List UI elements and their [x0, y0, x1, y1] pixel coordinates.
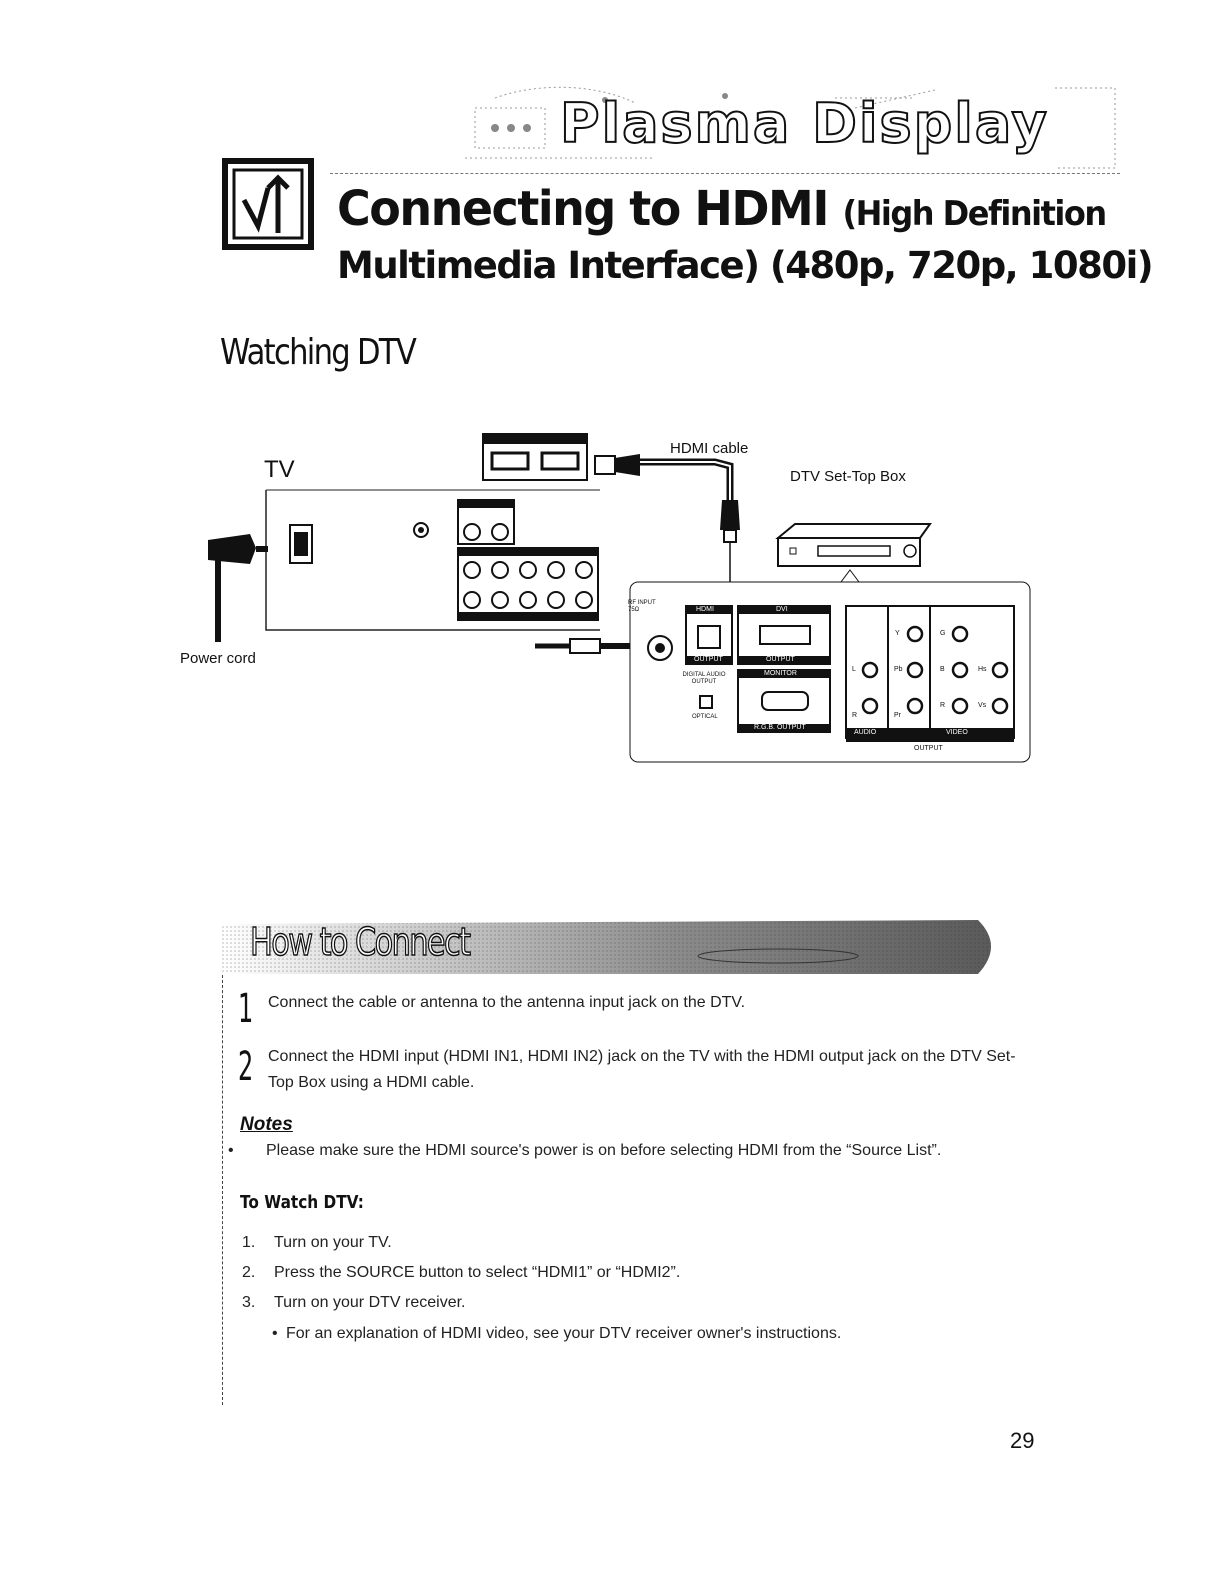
- dvi-output-label: OUTPUT: [766, 656, 795, 663]
- watch-sub-bullet: •: [272, 1325, 278, 1342]
- left-margin-rule: [222, 975, 223, 1405]
- tv-label: TV: [264, 456, 295, 483]
- notes-heading: Notes: [240, 1114, 293, 1135]
- step-1-text: Connect the cable or antenna to the antenna input jack on the DTV.: [268, 994, 746, 1011]
- settop-box-label: DTV Set-Top Box: [790, 468, 906, 485]
- page-number: 29: [1010, 1428, 1035, 1453]
- jack-y-label: Y: [895, 630, 900, 637]
- step-2-number: 2: [238, 1044, 254, 1090]
- section-title: Watching DTV: [220, 332, 416, 373]
- video-label: VIDEO: [946, 729, 968, 736]
- audio-label: AUDIO: [854, 729, 877, 736]
- power-cord-label: Power cord: [180, 650, 256, 667]
- optical-label: OPTICAL: [692, 714, 718, 720]
- page-title-line2: Multimedia Interface) (480p, 720p, 1080i): [337, 244, 1153, 287]
- step-2-text: Connect the HDMI input (HDMI IN1, HDMI IN2) jack on the TV with the HDMI output jack on the DTV Set-Top Box using a HDMI cable.: [268, 1048, 1016, 1091]
- jack-vs-label: Vs: [978, 702, 987, 709]
- jack-l-label: L: [852, 666, 856, 673]
- watch-step-2-text: Press the SOURCE button to select “HDMI1” or “HDMI2”.: [274, 1264, 681, 1281]
- rgb-output-label: R.G.B. OUTPUT: [754, 724, 806, 731]
- page-title-paren: (High Definition: [842, 193, 1106, 234]
- hdmi-cable-label: HDMI cable: [670, 440, 749, 457]
- watch-step-1-number: 1.: [242, 1234, 256, 1251]
- jack-r-audio-label: R: [852, 712, 858, 719]
- hdmi-port-label: HDMI: [696, 606, 714, 613]
- watch-step-1-text: Turn on your TV.: [274, 1234, 392, 1251]
- connection-arrows-icon: [222, 158, 314, 250]
- note-text: Please make sure the HDMI source's power is on before selecting HDMI from the “Source List”.: [266, 1142, 942, 1159]
- jack-b-label: B: [940, 666, 945, 673]
- connection-diagram: [170, 420, 1050, 780]
- hdmi-output-label: OUTPUT: [694, 656, 723, 663]
- watch-step-2-number: 2.: [242, 1264, 256, 1281]
- jack-r-video-label: R: [940, 702, 946, 709]
- note-bullet: •: [228, 1142, 234, 1159]
- diagram-drawing: [170, 420, 1050, 780]
- rf-input-label: RF INPUT 75Ω: [628, 600, 656, 613]
- page-title-main: Connecting to HDMI: [337, 180, 828, 237]
- watch-sub-bullet-text: For an explanation of HDMI video, see your DTV receiver owner's instructions.: [286, 1325, 842, 1342]
- watch-step-3-text: Turn on your DTV receiver.: [274, 1294, 466, 1311]
- jack-g-label: G: [940, 630, 946, 637]
- dvi-label: DVI: [776, 606, 788, 613]
- step-1-number: 1: [238, 986, 254, 1032]
- jack-hs-label: Hs: [978, 666, 987, 673]
- page-title-line1: [337, 180, 1106, 237]
- watch-dtv-heading: To Watch DTV:: [240, 1192, 364, 1213]
- watch-step-3-number: 3.: [242, 1294, 256, 1311]
- jack-pr-label: Pr: [894, 712, 901, 719]
- monitor-label: MONITOR: [764, 670, 797, 677]
- digital-audio-label: DIGITAL AUDIO OUTPUT: [682, 672, 726, 685]
- jack-pb-label: Pb: [894, 666, 903, 673]
- banner-divider: [330, 173, 1120, 174]
- panel-output-label: OUTPUT: [914, 745, 943, 752]
- banner-title: Plasma Display: [560, 92, 1049, 155]
- how-to-connect-heading: How to Connect: [250, 920, 470, 964]
